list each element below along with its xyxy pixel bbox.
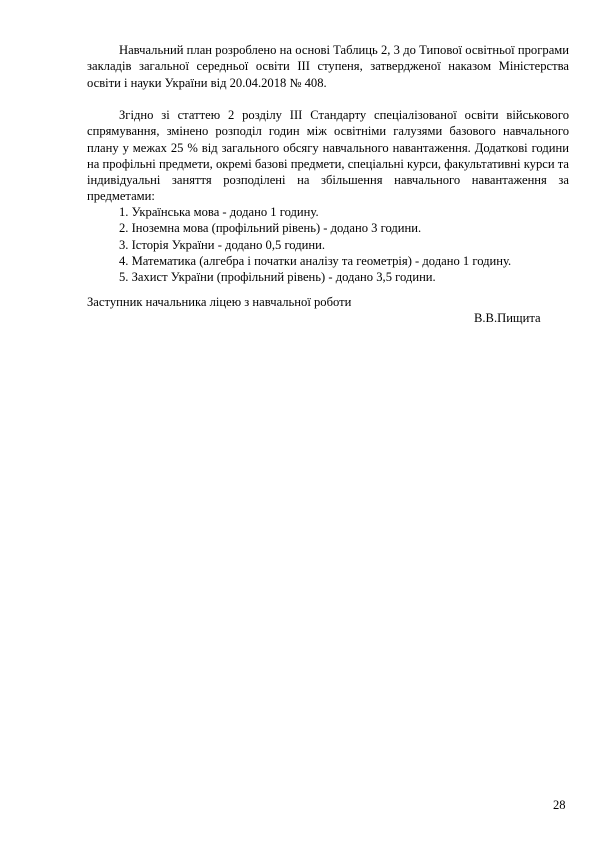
paragraph-curriculum-basis (87, 42, 569, 91)
additional-hours-list (119, 204, 579, 285)
list-item: 5. Захист України (профільний рівень) - додано 3,5 години. (119, 270, 436, 285)
list-item: 4. Математика (алгебра і початки аналізу та геометрія) - додано 1 годину. (119, 253, 512, 268)
paragraph-hours-distribution (87, 107, 569, 205)
list-item: 2. Іноземна мова (профільний рівень) - додано 3 години. (119, 221, 422, 236)
paragraph-text: Згідно зі статтею 2 розділу ІІІ Стандарту спеціалізованої освіти військового спрямування, змінено розподіл годин між освітніми галузями базового навчального плану у межах 25 % від загального обсягу навчального навантаження. Додаткові години на профільні предмети, окремі базові предмети, спеціальні курси, факультативні курси та індивідуальні заняття розподілені на збільшення навчального навантаження за предметами: (87, 108, 569, 204)
paragraph-text: Навчальний план розроблено на основі Таблиць 2, 3 до Типової освітньої програми закладів загальної середньої освіти ІІІ ступеня, затвердженої наказом Міністерства освіти і науки України від 20.04.2018 № 408. (87, 43, 569, 90)
page-number: 28 (553, 798, 566, 812)
signature-title: Заступник начальника ліцею з навчальної роботи (87, 295, 352, 309)
list-item: 1. Українська мова - додано 1 годину. (119, 205, 319, 219)
signature-name: В.В.Пищита (474, 311, 541, 325)
list-item: 3. Історія України - додано 0,5 години. (119, 237, 326, 252)
